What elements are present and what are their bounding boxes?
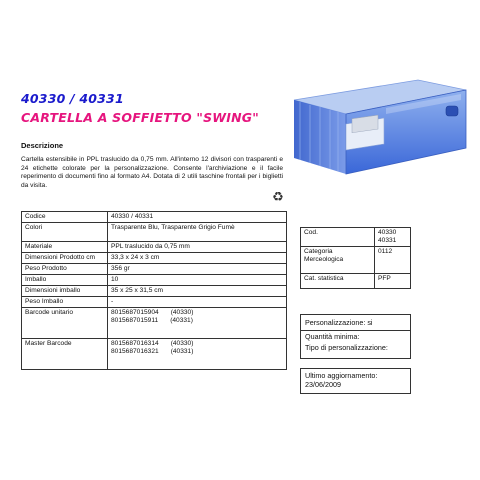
spec-label: Imballo [22, 275, 108, 286]
stat-label: Cat. statistica [301, 274, 375, 289]
table-row [22, 223, 287, 242]
spec-value: Trasparente Blu, Trasparente Grigio Fumè [108, 223, 287, 242]
spec-value [108, 339, 287, 370]
cod-value: 40331 [378, 237, 397, 244]
spec-label: Codice [22, 212, 108, 223]
table-row [22, 297, 287, 308]
table-row [22, 286, 287, 297]
spec-label: Materiale [22, 242, 108, 253]
spec-label: Colori [22, 223, 108, 242]
cod-value: 40330 [378, 229, 397, 236]
cod-label: Cod. [301, 228, 375, 247]
category-table [300, 227, 411, 289]
table-row [22, 275, 287, 286]
barcode: 8015687015911 [111, 317, 159, 324]
product-name-title: CARTELLA A SOFFIETTO "SWING" [21, 110, 259, 125]
spec-value: 10 [108, 275, 287, 286]
barcode-ref: (40330) [170, 309, 194, 316]
barcode-ref: (40331) [170, 317, 193, 324]
barcode: 8015687016314 [111, 340, 159, 347]
personalization-type: Tipo di personalizzazione: [305, 343, 388, 352]
spec-value: 35 x 25 x 31,5 cm [108, 286, 287, 297]
last-update-date: 23/06/2009 [305, 380, 341, 389]
spec-label: Dimensioni Prodotto cm [22, 253, 108, 264]
barcode: 8015687015904 [111, 309, 159, 316]
last-update-box [300, 368, 411, 394]
spec-label: Barcode unitario [22, 308, 108, 339]
spec-value: 40330 / 40331 [108, 212, 287, 223]
table-row [22, 242, 287, 253]
spec-value: 356 gr [108, 264, 287, 275]
description-heading: Descrizione [21, 141, 64, 150]
category-value: 0112 [375, 247, 411, 274]
table-row [22, 212, 287, 223]
spec-value: 33,3 x 24 x 3 cm [108, 253, 287, 264]
barcode-ref: (40330) [170, 340, 194, 347]
recycle-icon: ♻ [272, 190, 284, 205]
table-row [22, 339, 287, 370]
table-row [22, 253, 287, 264]
spec-value: PPL traslucido da 0,75 mm [108, 242, 287, 253]
stat-value: PFP [375, 274, 411, 289]
spec-label: Master Barcode [22, 339, 108, 370]
spec-table [21, 211, 287, 370]
description-text: Cartella estensibile in PPL traslucido da 0,75 mm. All'interno 12 divisori con trasparenti e 24 etichette colorate per la personalizzazione. Consente l'archiviazione e il facile reperimento di documenti fino al formato A4. Dotata di 2 utili taschine frontali per i biglietti da visita. [21, 156, 283, 189]
personalization-box [300, 314, 411, 359]
spec-label: Peso Imballo [22, 297, 108, 308]
spec-value [108, 308, 287, 339]
spec-label: Peso Prodotto [22, 264, 108, 275]
table-row [301, 228, 411, 247]
minimum-quantity: Quantità minima: [305, 332, 360, 341]
blue-folder-icon [286, 78, 468, 178]
personalization-available: Personalizzazione: si [305, 318, 373, 327]
barcode: 8015687016321 [111, 348, 159, 355]
category-label: Categoria Merceologica [301, 247, 375, 274]
table-row [22, 308, 287, 339]
table-row [22, 264, 287, 275]
cod-values [375, 228, 411, 247]
spec-value: - [108, 297, 287, 308]
table-row [301, 247, 411, 274]
table-row [301, 274, 411, 289]
spec-label: Dimensioni imballo [22, 286, 108, 297]
barcode-ref: (40331) [170, 348, 194, 355]
product-codes-title: 40330 / 40331 [21, 91, 124, 106]
last-update-label: Ultimo aggiornamento: [305, 371, 378, 380]
